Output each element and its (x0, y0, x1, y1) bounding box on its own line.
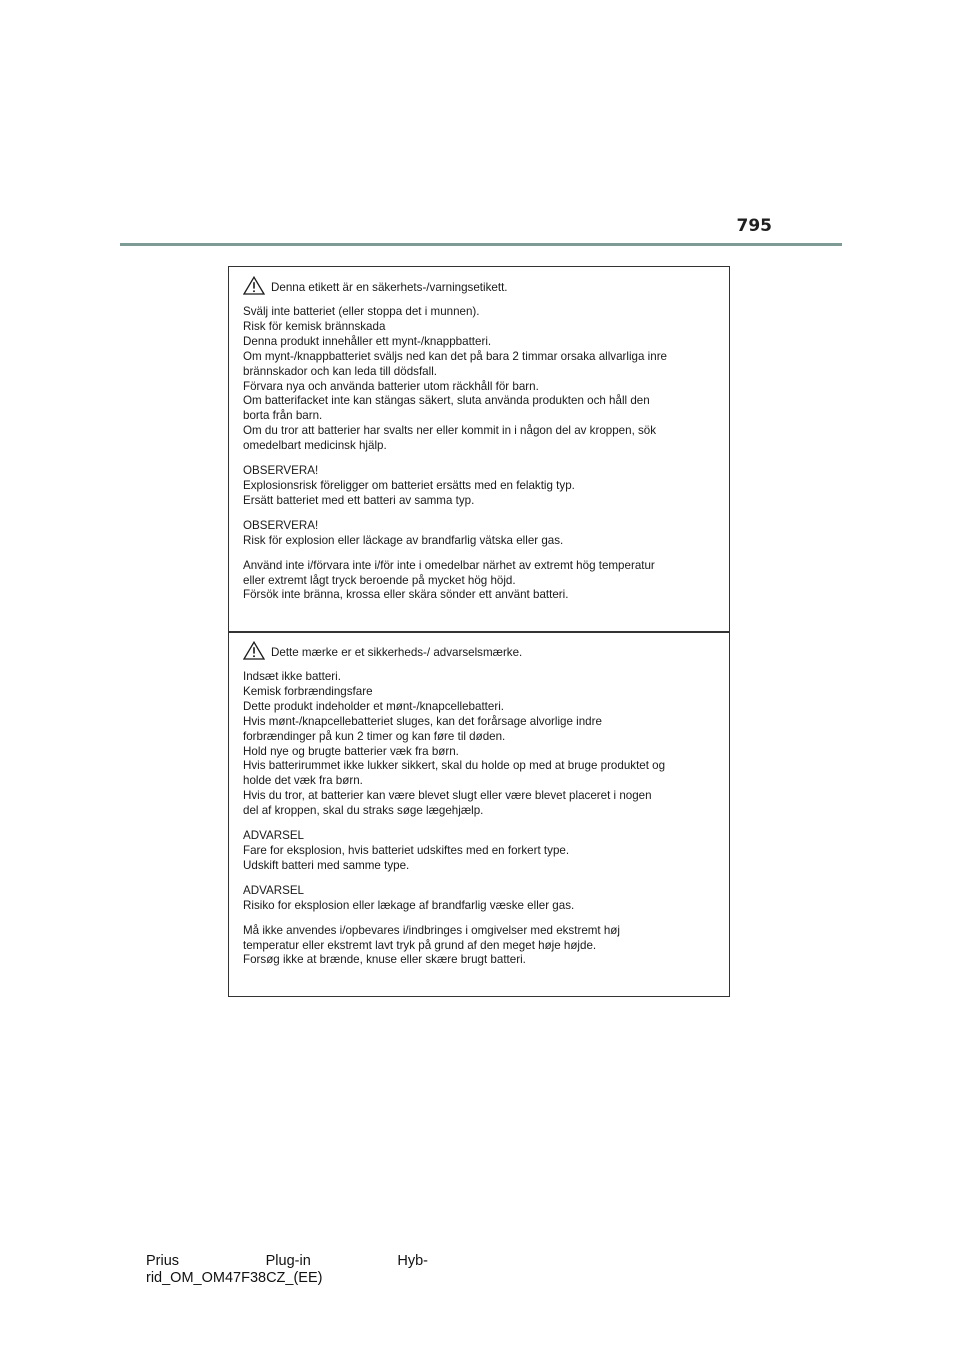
label-line: Risk för explosion eller läckage av brandfarlig vätska eller gas. (243, 533, 564, 547)
label-paragraph (243, 670, 717, 819)
label-line: Svälj inte batteriet (eller stoppa det i munnen). (243, 305, 480, 318)
label-line: Om batterifacket inte kan stängas säkert, sluta använda produkten och håll den (243, 394, 650, 408)
page-number: 795 (736, 216, 772, 236)
label-line: brännskador och kan leda till dödsfall. (243, 364, 437, 378)
label-line: omedelbart medicinsk hjälp. (243, 439, 387, 453)
label-line: Explosionsrisk föreligger om batteriet ersätts med en felaktig typ. (243, 478, 575, 492)
label-line: OBSERVERA! (243, 464, 319, 478)
label-paragraph (243, 464, 717, 509)
label-paragraph (243, 559, 717, 604)
label-paragraph (243, 884, 717, 914)
label-paragraph (243, 519, 717, 549)
label-line: temperatur eller ekstremt lavt tryk på grund af den meget høje højde. (243, 938, 597, 952)
label-line: Dette produkt indeholder et mønt-/knapcellebatteri. (243, 699, 505, 713)
label-line: eller extremt lågt tryck beroende på mycket hög höjd. (243, 573, 516, 587)
label-line: Hvis mønt-/knapcellebatteriet sluges, kan det forårsage alvorlige indre (243, 714, 602, 728)
label-line: holde det væk fra børn. (243, 774, 363, 788)
label-line: Denna produkt innehåller ett mynt-/knappbatteri. (243, 334, 492, 348)
label-line: Udskift batteri med samme type. (243, 858, 410, 872)
label-paragraph (243, 924, 717, 969)
footer-word: Hyb- (397, 1253, 428, 1269)
label-line: ADVARSEL (243, 883, 304, 897)
label-line: Fare for eksplosion, hvis batteriet udskiftes med en forkert type. (243, 843, 570, 857)
label-paragraph (243, 829, 717, 874)
label-line: Indsæt ikke batteri. (243, 670, 341, 683)
label-line: Må ikke anvendes i/opbevares i/indbringes i omgivelser med ekstremt høj (243, 923, 620, 937)
footer-doc-id (146, 1253, 428, 1287)
header-rule (120, 243, 842, 246)
label-paragraph (243, 305, 717, 454)
label-line: Om du tror att batterier har svalts ner eller kommit in i någon del av kroppen, sök (243, 424, 657, 438)
label-line: del af kroppen, skal du straks søge lægehjælp. (243, 804, 484, 818)
label-line: Hvis batterirummet ikke lukker sikkert, skal du holde op med at bruge produktet og (243, 759, 666, 773)
footer-line-2: rid_OM_OM47F38CZ_(EE) (146, 1270, 323, 1286)
label-line: forbrændinger på kun 2 timer og kan føre til døden. (243, 729, 506, 743)
label-line: Hold nye og brugte batterier væk fra børn. (243, 744, 459, 758)
label-line: Om mynt-/knappbatteriet sväljs ned kan det på bara 2 timmar orsaka allvarliga inre (243, 349, 668, 363)
warning-label-box (228, 266, 730, 997)
label-section-danish (229, 632, 729, 996)
label-line: Risiko for eksplosion eller lækage af brandfarlig væske eller gas. (243, 898, 575, 912)
label-line: Kemisk forbrændingsfare (243, 684, 373, 698)
footer-word: Plug-in (265, 1253, 311, 1269)
warning-triangle-icon (243, 276, 265, 295)
label-line: Hvis du tror, at batterier kan være blevet slugt eller være blevet placeret i nogen (243, 789, 652, 803)
warning-triangle-icon (243, 641, 265, 660)
label-heading: Dette mærke er et sikkerheds-/ advarselsmærke. (271, 646, 523, 659)
footer-row (146, 1253, 428, 1270)
label-line: Forsøg ikke at brænde, knuse eller skære brugt batteri. (243, 953, 526, 967)
label-line: Risk för kemisk brännskada (243, 319, 386, 333)
label-line: Förvara nya och använda batterier utom räckhåll för barn. (243, 379, 539, 393)
label-line: ADVARSEL (243, 829, 304, 843)
label-line: Ersätt batteriet med ett batteri av samma typ. (243, 493, 475, 507)
label-line: borta från barn. (243, 409, 323, 423)
footer-word: Prius (146, 1253, 180, 1269)
label-section-swedish (229, 267, 729, 631)
label-heading: Denna etikett är en säkerhets-/varningsetikett. (271, 281, 508, 294)
label-heading-row (243, 271, 717, 295)
label-heading-row (243, 636, 717, 660)
label-line: Försök inte bränna, krossa eller skära sönder ett använt batteri. (243, 588, 569, 602)
label-line: Använd inte i/förvara inte i/för inte i omedelbar närhet av extremt hög temperatur (243, 558, 655, 572)
label-line: OBSERVERA! (243, 518, 319, 532)
